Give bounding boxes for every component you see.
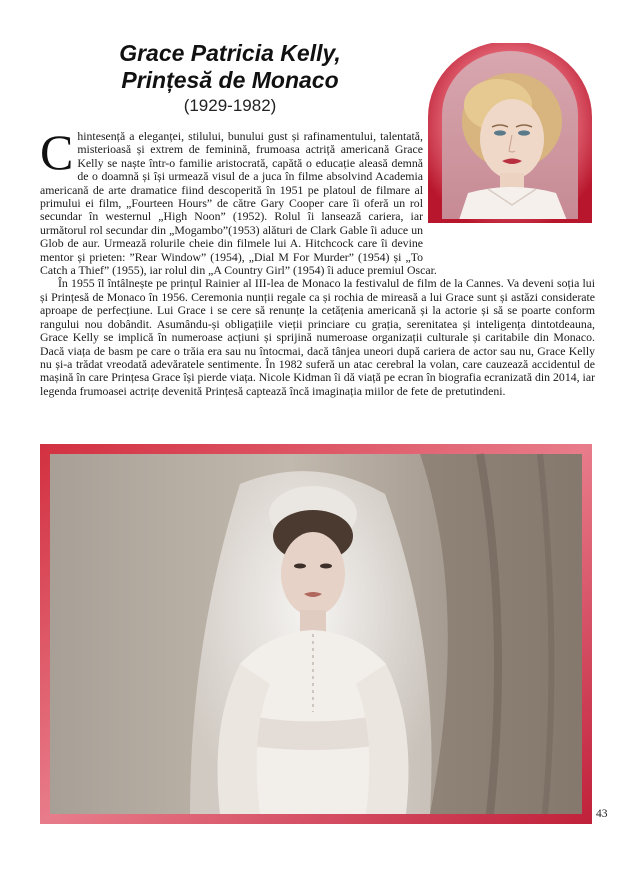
wedding-photo <box>40 444 592 824</box>
portrait-spacer <box>423 130 595 258</box>
page-number: 43 <box>596 808 608 820</box>
article-title <box>60 40 400 94</box>
paragraph-1-text: hintesență a eleganței, stilului, bunului gust și rafinamentului, talentată, misterioasă și extrem de feminină, frumoasa actriță americană Grace Kelly se naște într-o familie aristocrată, capătă o educație aleasă demnă de o doamnă și își urmează visul de a juca în filme absolvind Academia americană de arte dramatice fiind descoperită în 1951 pe platoul de filmare al primului ei film, „Fourteen Hours” de către Gary Cooper care îi oferă un rol secundar în westernul „High Noon” (1952). Rolul îi lansează cariera, iar următorul rol secundar din „Mogambo”(1953) alături de Clark Gable îi aduce un Glob de aur. Urmează rolurile cheie din filmele lui A. Hitchcock care îi devine mentor și prieten: ”Rear Window” (1954), „Dial M For Murder” (1954) și „To Catch a Thief” (1955), iar rolul din „A Country Girl” (1954) îi aduce premiul Oscar. <box>40 129 437 278</box>
life-years: (1929-1982) <box>183 96 277 115</box>
title-line-2: Prințesă de Monaco <box>121 67 339 93</box>
paragraph-2: În 1955 îl întâlnește pe prințul Rainier al III-lea de Monaco la festivalul de film de la Cannes. Va deveni soția lui și Prințesă de Monaco în 1956. Ceremonia nunții regale ca și rochia de mireasă a lui Grace sunt și astăzi considerate aproape de perfecțiune. Lui Grace i se cere să renunțe la cetățenia americană și la actorie și să se poarte conform rangului nou dobândit. Asumându-și obligațiile vieții princiare cu grația, serenitatea și inteligența dintotdeauna, Grace Kelly se implică în numeroase acțiuni și sprijină numeroase organizații culturale și caritabile din Monaco. Dacă viața de basm pe care o trăia era sau nu întocmai, dacă tânjea uneori după cariera de actor sau nu, Grace Kelly nu și-a trădat vreodată adevăratele sentimente. În 1982 suferă un atac cerebral la volan, care cauzează accidentul de mașină în care Prințesa Grace își pierde viața. Nicole Kidman îi dă viață pe ecran în biografia ecranizată din 2014, iar legenda frumoasei actrițe devenită Prințesă captează încă imaginația miilor de fete de pretutindeni. <box>40 276 595 398</box>
drop-cap: C <box>40 124 74 180</box>
article-body <box>40 124 595 398</box>
title-line-1: Grace Patricia Kelly, <box>119 40 341 66</box>
